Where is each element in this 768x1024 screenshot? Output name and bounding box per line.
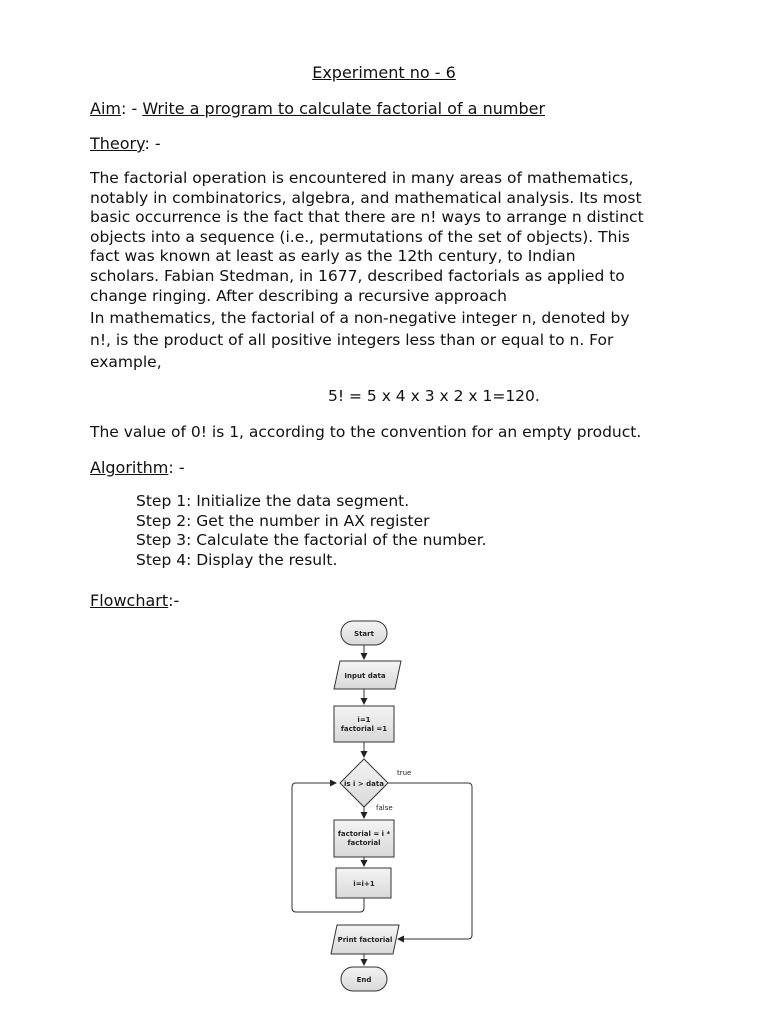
theory-line: basic occurrence is the fact that there are n! ways to arrange n distinct (90, 208, 644, 227)
theory-line: change ringing. After describing a recursive approach (90, 286, 507, 305)
decision-text: is i > data (344, 780, 384, 788)
theory-line: fact was known at least as early as the 12th century, to Indian (90, 247, 576, 266)
algorithm-steps (136, 492, 487, 570)
theory-separator: : - (144, 134, 161, 153)
increment-process-box (336, 868, 391, 898)
init-process-box (334, 706, 394, 742)
empty-product-note: The value of 0! is 1, according to the convention for an empty product. (90, 423, 642, 441)
increment-text: i=i+1 (353, 880, 375, 888)
init-text-line2: factorial =1 (340, 725, 388, 733)
theory-line: scholars. Fabian Stedman, in 1677, described factorials as applied to (90, 266, 625, 285)
theory-line: The factorial operation is encountered in many areas of mathematics, (90, 169, 634, 187)
start-terminal (341, 621, 387, 645)
algorithm-step: Step 1: Initialize the data segment. (136, 492, 410, 510)
start-text: Start (354, 630, 374, 638)
end-text: End (356, 976, 372, 984)
aim-section (90, 99, 545, 118)
theory-paragraph (90, 169, 680, 306)
flowchart-separator: :- (168, 591, 180, 610)
init-text-line1: i=1 (357, 716, 371, 724)
theory-label: Theory (90, 134, 145, 153)
algorithm-step: Step 3: Calculate the factorial of the number. (136, 531, 487, 550)
input-parallelogram (334, 661, 401, 689)
theory-line: objects into a sequence (i.e., permutations of the set of objects). This (90, 227, 630, 246)
flowchart-heading (90, 591, 179, 610)
algorithm-step: Step 4: Display the result. (136, 550, 338, 569)
input-text: Input data (344, 672, 386, 680)
print-text: Print factorial (337, 936, 393, 944)
theory-line: notably in combinatorics, algebra, and mathematical analysis. Its most (90, 188, 642, 207)
algorithm-label: Algorithm (90, 458, 169, 477)
factorial-flowchart (270, 612, 490, 997)
flowchart-label: Flowchart (90, 591, 169, 610)
calc-process-box (334, 820, 394, 857)
false-label: false (376, 804, 393, 812)
true-label: true (397, 769, 412, 777)
true-branch-line (388, 783, 472, 939)
algorithm-heading (90, 458, 185, 477)
definition-paragraph (90, 307, 680, 373)
calc-text-line2: factorial (347, 839, 381, 847)
definition-line: In mathematics, the factorial of a non-negative integer n, denoted by (90, 309, 630, 327)
decision-diamond (340, 759, 388, 807)
aim-text: Write a program to calculate factorial of a number (142, 99, 546, 118)
aim-separator: : - (120, 99, 143, 118)
aim-label: Aim (90, 99, 121, 118)
algorithm-separator: : - (168, 458, 185, 477)
definition-line: n!, is the product of all positive integers less than or equal to n. For (90, 331, 614, 349)
definition-line: example, (90, 353, 162, 371)
print-parallelogram (331, 925, 399, 954)
calc-text-line1: factorial = i * (337, 830, 391, 838)
end-terminal (341, 967, 387, 991)
factorial-formula: 5! = 5 x 4 x 3 x 2 x 1=120. (328, 387, 540, 405)
page-title: Experiment no - 6 (312, 63, 456, 82)
theory-heading (90, 134, 161, 153)
algorithm-step: Step 2: Get the number in AX register (136, 511, 430, 530)
